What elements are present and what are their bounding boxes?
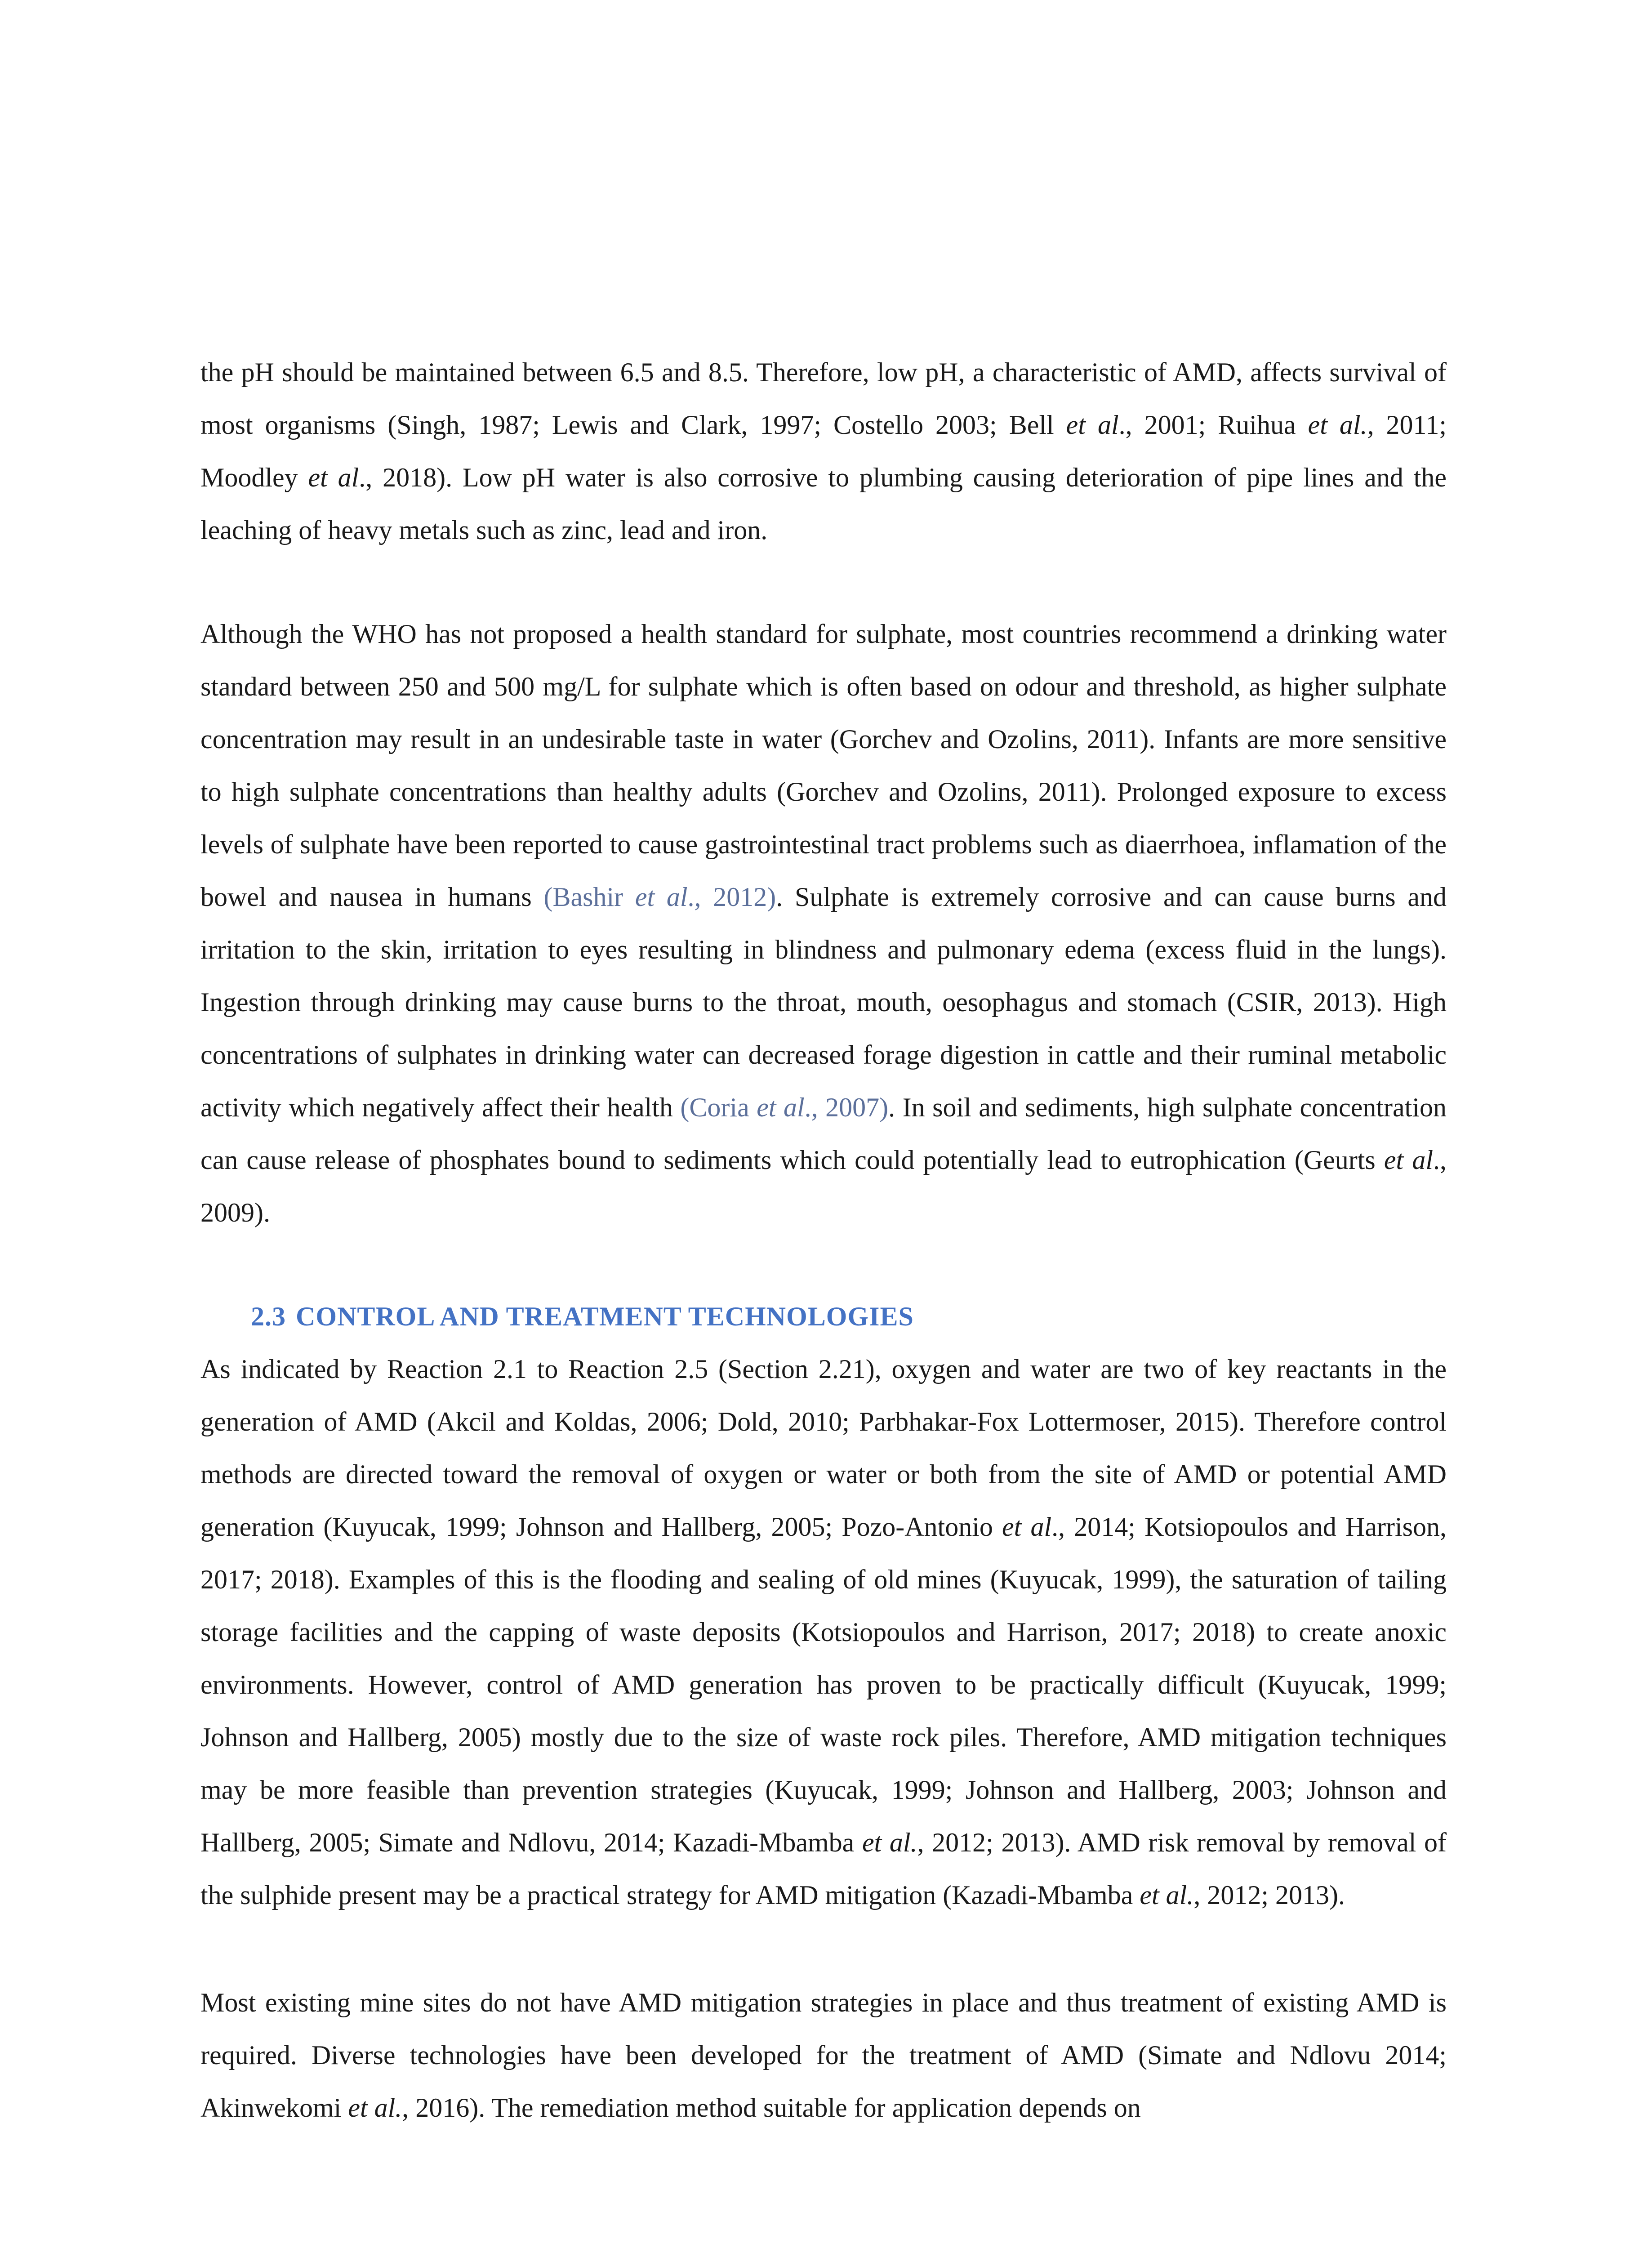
text-run: . Sulphate is extremely corrosive and can cause burns and irritation to the skin, irritation to eyes resulting in blindness and pulmonary edema (excess fluid in the lungs). Ingestion through drinking may cause burns to the throat, mouth, oesophagus and stomach (CSIR, 2013). High concentrations of sulphates in drinking water can decreased forage digestion in cattle and their ruminal metabolic activity which negatively affect their health bbox=[200, 882, 1447, 1122]
citation-link[interactable]: (Coria bbox=[680, 1093, 757, 1122]
italic-text: et al. bbox=[862, 1828, 917, 1857]
text-run: ., 2018). Low pH water is also corrosive to plumbing causing deterioration of pipe lines and the leaching of heavy metals such as zinc, lead and iron. bbox=[200, 463, 1447, 545]
text-run: ., 2009). bbox=[200, 1145, 1447, 1227]
paragraph-treatment-technologies bbox=[200, 1976, 1447, 2134]
text-run: . In soil and sediments, high sulphate concentration can cause release of phosphates bound to sediments which could potentially lead to eutrophication (Geurts bbox=[200, 1093, 1447, 1175]
text-run: Most existing mine sites do not have AMD mitigation strategies in place and thus treatment of existing AMD is required. Diverse technologies have been developed for the treatment of AMD (Simate and Ndlovu 2014; Akinwekomi bbox=[200, 1988, 1447, 2123]
text-run: ., 2001; Ruihua bbox=[1118, 410, 1308, 440]
italic-text: et al. bbox=[348, 2093, 402, 2123]
paragraph-sulphate-health bbox=[200, 608, 1447, 1239]
italic-text: et al bbox=[1384, 1145, 1433, 1175]
document-page bbox=[200, 346, 1447, 2134]
italic-text: et al bbox=[1066, 410, 1119, 440]
citation-link[interactable]: ., 2012) bbox=[687, 882, 776, 912]
paragraph-control-methods bbox=[200, 1343, 1447, 1922]
section-title: CONTROL AND TREATMENT TECHNOLOGIES bbox=[296, 1302, 914, 1331]
italic-text: et al bbox=[308, 463, 359, 492]
italic-text: et al. bbox=[1308, 410, 1367, 440]
text-run: ., 2014; Kotsiopoulos and Harrison, 2017; 2018). Examples of this is the flooding and sealing of old mines (Kuyucak, 1999), the saturation of tailing storage facilities and the capping of waste deposits (Kotsiopoulos and Harrison, 2017; 2018) to create anoxic environments. However, control of AMD generation has proven to be practically difficult (Kuyucak, 1999; Johnson and Hallberg, 2005) mostly due to the size of waste rock piles. Therefore, AMD mitigation techniques may be more feasible than prevention strategies (Kuyucak, 1999; Johnson and Hallberg, 2003; Johnson and Hallberg, 2005; Simate and Ndlovu, 2014; Kazadi-Mbamba bbox=[200, 1512, 1447, 1857]
text-run: As indicated by Reaction 2.1 to Reaction 2.5 (Section 2.21), oxygen and water are two of key reactants in the generation of AMD (Akcil and Koldas, 2006; Dold, 2010; Parbhakar-Fox Lottermoser, 2015). Therefore control methods are directed toward the removal of oxygen or water or both from the site of AMD or potential AMD generation (Kuyucak, 1999; Johnson and Hallberg, 2005; Pozo-Antonio bbox=[200, 1354, 1447, 1542]
text-run: , 2016). The remediation method suitable for application depends on bbox=[402, 2093, 1141, 2123]
citation-link[interactable]: et al bbox=[757, 1093, 805, 1122]
text-run: , 2012; 2013). bbox=[1193, 1880, 1345, 1910]
text-run: the pH should be maintained between 6.5 and 8.5. Therefore, low pH, a characteristic of AMD, affects survival of most organisms (Singh, 1987; Lewis and Clark, 1997; Costello 2003; Bell bbox=[200, 357, 1447, 440]
section-heading bbox=[251, 1290, 1447, 1343]
text-run: , 2011; Moodley bbox=[200, 410, 1447, 492]
italic-text: et al bbox=[1002, 1512, 1052, 1542]
section-number: 2.3 bbox=[251, 1302, 286, 1331]
text-run: Although the WHO has not proposed a health standard for sulphate, most countries recommend a drinking water standard between 250 and 500 mg/L for sulphate which is often based on odour and threshold, as higher sulphate concentration may result in an undesirable taste in water (Gorchev and Ozolins, 2011). Infants are more sensitive to high sulphate concentrations than healthy adults (Gorchev and Ozolins, 2011). Prolonged exposure to excess levels of sulphate have been reported to cause gastrointestinal tract problems such as diaerrhoea, inflamation of the bowel and nausea in humans bbox=[200, 619, 1447, 912]
citation-link[interactable]: ., 2007) bbox=[804, 1093, 889, 1122]
text-run: , 2012; 2013). AMD risk removal by removal of the sulphide present may be a practical strategy for AMD mitigation (Kazadi-Mbamba bbox=[200, 1828, 1447, 1910]
citation-link[interactable]: (Bashir bbox=[543, 882, 635, 912]
italic-text: et al. bbox=[1140, 1880, 1194, 1910]
paragraph-ph-effects bbox=[200, 346, 1447, 557]
citation-link[interactable]: et al bbox=[635, 882, 688, 912]
